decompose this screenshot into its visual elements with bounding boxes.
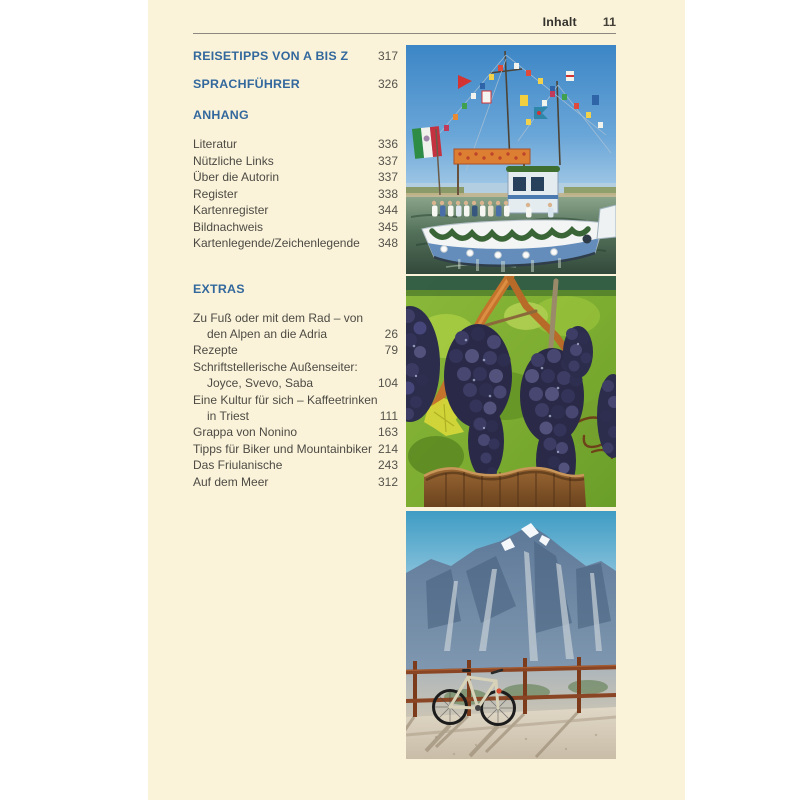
toc-row bbox=[193, 342, 398, 358]
toc-section-heading-extras: EXTRAS bbox=[193, 281, 245, 296]
toc-entry-page: 243 bbox=[377, 458, 398, 473]
toc-entry-page: 317 bbox=[377, 49, 398, 63]
toc-row bbox=[193, 375, 398, 391]
photo-column bbox=[406, 45, 616, 759]
toc-entry-label: Eine Kultur für sich – Kaffeetrinken bbox=[193, 392, 378, 407]
toc-entry-label: Das Friulanische bbox=[193, 458, 283, 473]
toc-entry-label: Literatur bbox=[193, 137, 238, 151]
toc-row bbox=[193, 310, 398, 326]
toc-entry-page: 104 bbox=[377, 376, 398, 391]
toc-entry-page: 336 bbox=[377, 137, 398, 151]
toc-entry-label: Kartenlegende/Zeichenlegende bbox=[193, 236, 360, 250]
toc-section-heading-anhang: ANHANG bbox=[193, 108, 249, 122]
toc-row bbox=[193, 169, 398, 186]
book-page bbox=[148, 0, 685, 800]
toc-row bbox=[193, 408, 398, 424]
toc-entry-label: Bildnachweis bbox=[193, 219, 264, 234]
photo-decorated-boat bbox=[406, 45, 616, 274]
toc-row bbox=[193, 136, 398, 153]
photo-mountain-bike-view bbox=[406, 511, 616, 759]
toc-row bbox=[193, 186, 398, 203]
page-header bbox=[193, 0, 616, 34]
toc-row bbox=[193, 77, 398, 91]
toc-entry-page: 79 bbox=[384, 343, 398, 358]
toc-row bbox=[193, 219, 398, 236]
toc-row bbox=[193, 235, 398, 252]
toc-row bbox=[193, 326, 398, 342]
wine-barrel bbox=[424, 468, 586, 507]
toc-row bbox=[193, 457, 398, 473]
toc-entry-label: Joyce, Svevo, Saba bbox=[207, 376, 314, 391]
toc-entry-label: Register bbox=[193, 186, 238, 201]
toc-entry-label: Nützliche Links bbox=[193, 153, 274, 168]
toc-row bbox=[193, 49, 398, 63]
toc-row bbox=[193, 153, 398, 170]
toc-row bbox=[193, 359, 398, 375]
toc-entry-page: 326 bbox=[377, 77, 398, 91]
toc-entry-page: 337 bbox=[377, 153, 398, 168]
toc-row bbox=[193, 202, 398, 219]
toc-entry-page: 338 bbox=[377, 186, 398, 201]
photo-grape-vine bbox=[406, 276, 616, 507]
toc-entry-page: 345 bbox=[377, 219, 398, 234]
toc-entry-page: 348 bbox=[377, 236, 398, 250]
toc-entry-label: Über die Autorin bbox=[193, 170, 280, 184]
toc-entry-label: REISETIPPS VON A BIS Z bbox=[193, 49, 349, 63]
toc-entry-label: Schriftstellerische Außenseiter: bbox=[193, 359, 358, 374]
toc-entry-label: Zu Fuß oder mit dem Rad – von bbox=[193, 310, 364, 325]
toc-entry-label: Rezepte bbox=[193, 343, 238, 358]
toc-row bbox=[193, 392, 398, 408]
toc-entry-page: 337 bbox=[377, 170, 398, 184]
toc-entry-label: in Triest bbox=[207, 408, 250, 423]
toc-row bbox=[193, 424, 398, 440]
toc-entry-label: Tipps für Biker und Mountainbiker bbox=[193, 441, 372, 456]
table-of-contents bbox=[193, 49, 398, 490]
toc-entry-label: den Alpen an die Adria bbox=[207, 326, 328, 341]
toc-entry-label: Kartenregister bbox=[193, 203, 269, 217]
toc-entry-page: 26 bbox=[384, 326, 398, 341]
toc-entry-page: 312 bbox=[377, 474, 398, 489]
header-section-label: Inhalt bbox=[542, 15, 577, 29]
toc-entry-page: 111 bbox=[379, 408, 398, 423]
toc-entry-label: Auf dem Meer bbox=[193, 474, 269, 489]
toc-entry-page: 214 bbox=[377, 441, 399, 456]
toc-entry-label: SPRACHFÜHRER bbox=[193, 77, 300, 91]
toc-entry-label: Grappa von Nonino bbox=[193, 425, 298, 440]
header-page-number: 11 bbox=[602, 15, 616, 29]
toc-row bbox=[193, 441, 398, 457]
boat-hull bbox=[422, 220, 604, 266]
toc-entry-page: 344 bbox=[377, 203, 398, 217]
toc-list-extras bbox=[193, 310, 398, 490]
toc-entry-page: 163 bbox=[377, 425, 398, 440]
toc-row bbox=[193, 474, 398, 490]
toc-list-anhang bbox=[193, 136, 398, 252]
